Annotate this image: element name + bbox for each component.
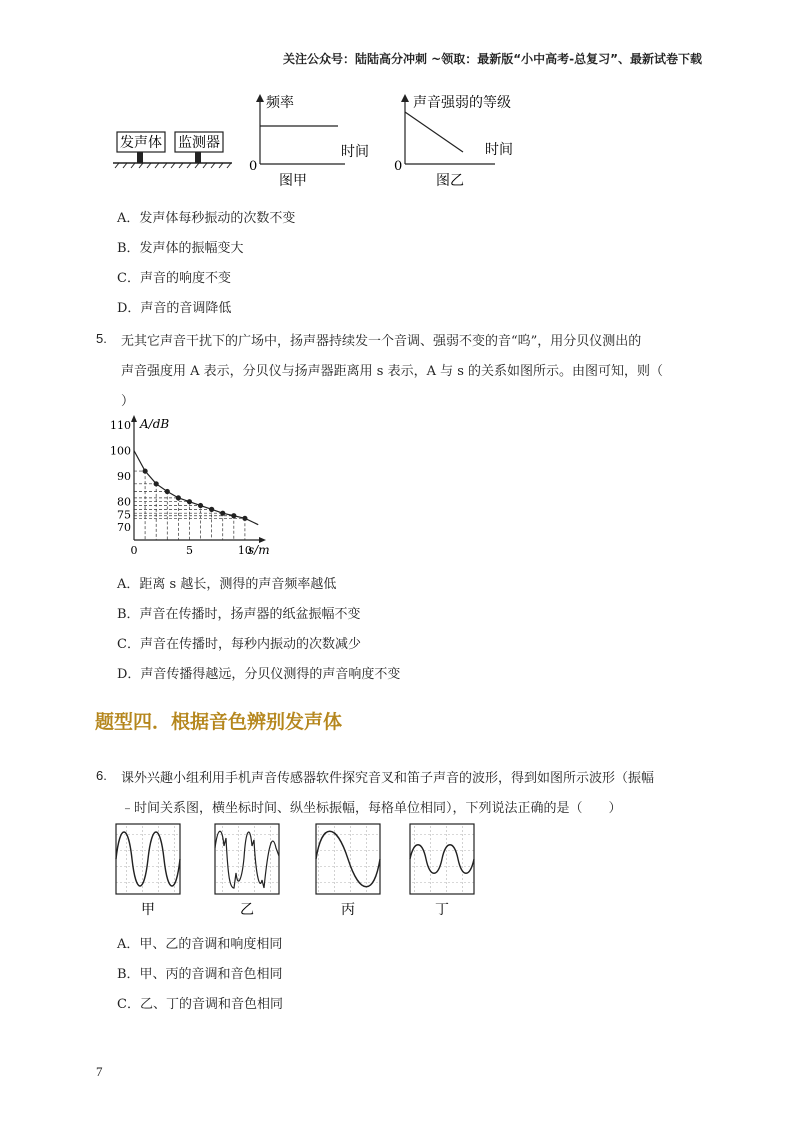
q4-option-c[interactable]: C．声音的响度不变 xyxy=(117,271,231,286)
data-point xyxy=(165,489,170,494)
waveform-figure xyxy=(110,818,490,918)
chart-a-ylabel: 频率 xyxy=(266,95,294,111)
q4-option-b[interactable]: B．发声体的振幅变大 xyxy=(117,241,244,256)
data-point xyxy=(231,513,236,518)
q4-option-a[interactable]: A．发声体每秒振动的次数不变 xyxy=(117,211,296,226)
q6-option-b[interactable]: B．甲、丙的音调和音色相同 xyxy=(117,967,283,982)
chart-b-xlabel: 时间 xyxy=(485,142,513,158)
q5-option-d[interactable]: D．声音传播得越远，分贝仪测得的声音响度不变 xyxy=(117,667,401,682)
emitter-label: 发声体 xyxy=(120,135,162,151)
chart-a-caption: 图甲 xyxy=(279,173,307,189)
x-tick-label: 5 xyxy=(185,544,193,557)
q5-option-a[interactable]: A．距离 s 越长，测得的声音频率越低 xyxy=(117,577,337,592)
page-number: 7 xyxy=(96,1064,103,1079)
waveform-label-yi: 乙 xyxy=(240,902,254,918)
chart-a-origin: 0 xyxy=(249,159,258,174)
decay-curve xyxy=(134,451,258,525)
y-axis-arrow xyxy=(131,415,137,422)
q6-option-c[interactable]: C．乙、丁的音调和音色相同 xyxy=(117,997,283,1012)
y-tick-label: 70 xyxy=(117,521,131,535)
y-tick-label: 80 xyxy=(117,495,131,509)
waveform-ding xyxy=(410,824,474,894)
data-point xyxy=(187,499,192,504)
waveform-yi xyxy=(215,824,279,894)
q5-text-line-1: 无其它声音干扰下的广场中，扬声器持续发一个音调、强弱不变的音“呜”，用分贝仪测出的 xyxy=(121,334,642,349)
chart-b-origin: 0 xyxy=(394,159,403,174)
q5-text-line-3: ） xyxy=(121,394,135,409)
data-point xyxy=(154,481,159,486)
chart-b-ylabel: 声音强弱的等级 xyxy=(413,95,511,111)
q4-option-d[interactable]: D．声音的音调降低 xyxy=(117,301,232,316)
sound-monitor-figure xyxy=(105,88,545,200)
waveform-bing xyxy=(316,824,380,894)
data-point xyxy=(142,468,147,473)
intensity-distance-chart xyxy=(110,412,285,562)
data-point xyxy=(209,507,214,512)
q5-text-line-2: 声音强度用 A 表示，分贝仪与扬声器距离用 s 表示，A 与 s 的关系如图所示。由图可知，则（ xyxy=(121,364,664,379)
page-header: 关注公众号：陆陆高分冲刺 ~领取：最新版“小中高考-总复习”、最新试卷下载 xyxy=(283,52,702,66)
y-tick-label: 100 xyxy=(110,444,131,458)
waveform-jia xyxy=(116,824,180,894)
data-point xyxy=(242,516,247,521)
x-tick-label: 10 xyxy=(237,544,252,557)
x-axis-label: s/m xyxy=(248,543,270,557)
x-tick-label: 0 xyxy=(130,544,138,557)
q5-option-b[interactable]: B．声音在传播时，扬声器的纸盆振幅不变 xyxy=(117,607,361,622)
y-tick-label: 90 xyxy=(117,470,131,484)
chart-a-xlabel: 时间 xyxy=(341,144,369,160)
data-point xyxy=(198,503,203,508)
waveform-label-bing: 丙 xyxy=(341,902,355,918)
q5-number: 5. xyxy=(96,331,107,346)
q6-number: 6. xyxy=(96,768,107,783)
q6-text-line-1: 课外兴趣小组利用手机声音传感器软件探究音叉和笛子声音的波形，得到如图所示波形（振幅 xyxy=(121,771,655,786)
q6-option-a[interactable]: A．甲、乙的音调和响度相同 xyxy=(117,937,283,952)
section-title: 题型四．根据音色辨别发声体 xyxy=(95,711,343,733)
chart-b-caption: 图乙 xyxy=(436,173,464,189)
data-point xyxy=(176,495,181,500)
monitor-label: 监测器 xyxy=(178,135,220,151)
intensity-line xyxy=(405,112,463,152)
q6-text-line-2: ﹣时间关系图，横坐标时间、纵坐标振幅，每格单位相同），下列说法正确的是（ ） xyxy=(121,801,622,816)
y-tick-label: 110 xyxy=(110,419,131,433)
y-tick-label: 75 xyxy=(117,508,131,522)
y-axis-label: A/dB xyxy=(140,417,170,431)
data-point xyxy=(220,511,225,516)
waveform-label-jia: 甲 xyxy=(141,902,155,918)
q5-option-c[interactable]: C．声音在传播时，每秒内振动的次数减少 xyxy=(117,637,361,652)
waveform-label-ding: 丁 xyxy=(435,902,449,918)
